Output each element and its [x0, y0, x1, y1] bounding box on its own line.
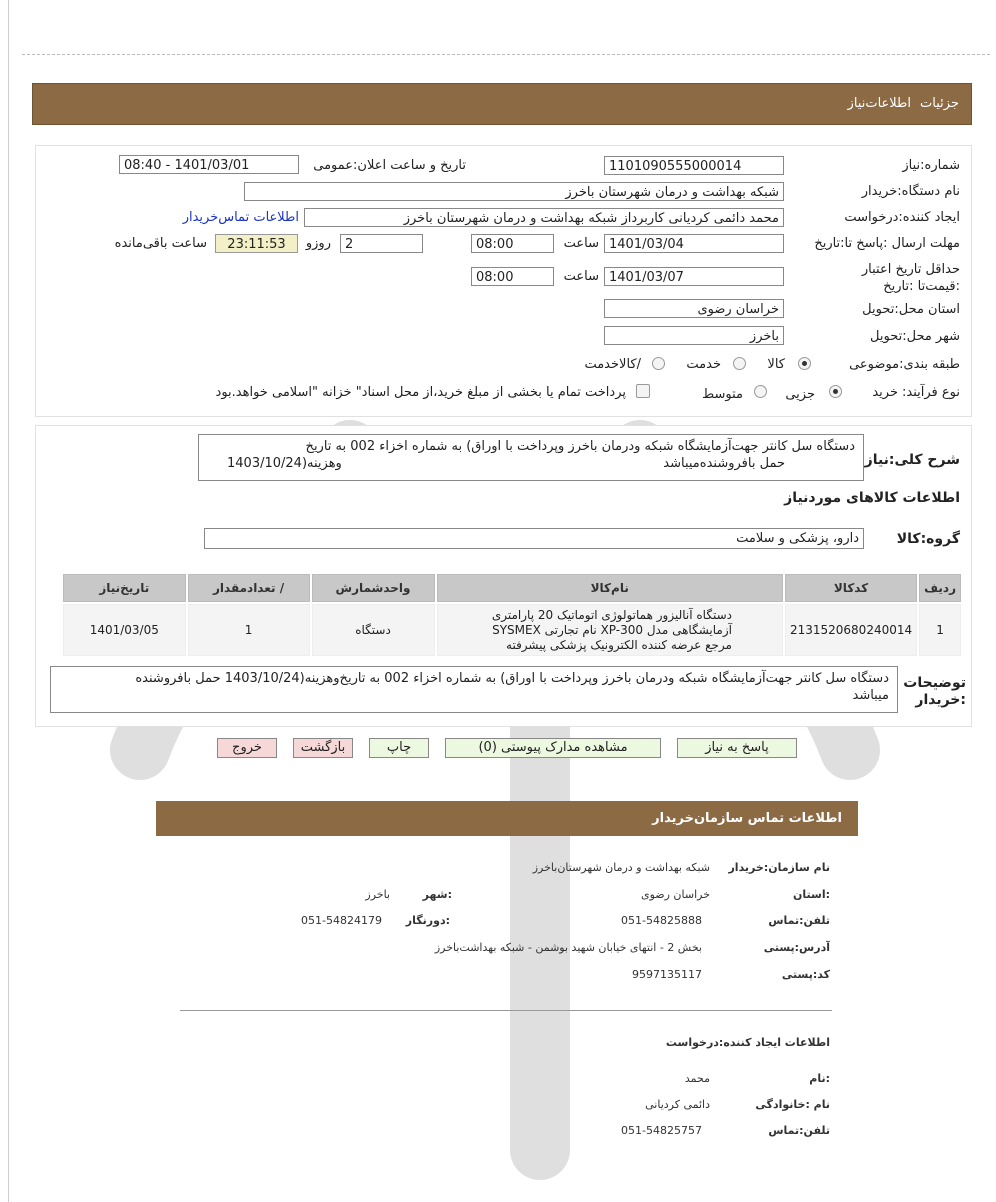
contact-address-label: آدرس:پستی [763, 941, 830, 954]
contact-province-label: :استان [793, 888, 830, 901]
back-button[interactable]: بازگشت [293, 738, 353, 758]
remaining-label: ساعت باقی‌مانده [114, 236, 207, 251]
goods-table [61, 572, 963, 658]
announce-label: تاریخ و ساعت اعلان:عمومی [313, 158, 466, 173]
need-number-label: شماره:نیاز [902, 158, 960, 173]
contact-province-value: خراسان رضوی [640, 888, 710, 901]
creator-family-value: دائمی کردیانی [645, 1098, 710, 1111]
cell-row: 1 [919, 604, 961, 656]
creator-label: ایجاد کننده:درخواست [844, 210, 960, 225]
contact-org-value: شبکه بهداشت و درمان شهرستان‌باخرز [532, 861, 710, 874]
city-field: باخرز [604, 326, 784, 345]
contact-org-label: نام سازمان:خریدار [728, 861, 830, 874]
goods-info-heading: اطلاعات کالاهای موردنیاز [784, 490, 960, 506]
goods-group-label: گروه:کالا [896, 531, 960, 547]
contact-city-label: :شهر [422, 888, 452, 901]
deadline-hour-label: ساعت [563, 236, 599, 251]
category-service-label: خدمت [686, 357, 721, 372]
buyer-org-label: نام دستگاه:خریدار [861, 184, 960, 199]
description-line2-right: حمل بافروشنده‌میباشد [663, 456, 785, 471]
deadline-label: مهلت ارسال :پاسخ تا:تاریخ [814, 236, 960, 251]
category-goods-label: کالا [767, 357, 785, 372]
cell-date: 1401/03/05 [63, 604, 186, 656]
days-label: روزو [305, 236, 331, 251]
breadcrumb-details[interactable]: جزئیات [920, 96, 959, 111]
buyer-org-field: شبکه بهداشت و درمان شهرستان باخرز [244, 182, 784, 201]
attachments-button[interactable]: مشاهده مدارک پیوستی (0) [445, 738, 661, 758]
creator-family-label: نام :خانوادگی [755, 1098, 830, 1111]
creator-name-value: محمد [684, 1072, 710, 1085]
th-qty: / تعدادمقدار [188, 574, 310, 602]
breadcrumb-need-info[interactable]: اطلاعات‌نیاز [847, 96, 911, 111]
th-code: کدکالا [785, 574, 917, 602]
buyer-notes-line1: دستگاه سل کانتر جهت‌آزمایشگاه شبکه ودرمان باخرز وپرداخت با اوراق) به شماره اخزاء 002 به تاریخ‌وهزینه(1403/10/24 حمل بافروشنده [135, 671, 889, 686]
cell-code: 2131520680240014 [785, 604, 917, 656]
goods-table-header [63, 574, 961, 602]
days-field: 2 [340, 234, 423, 253]
table-row[interactable] [63, 604, 961, 656]
contact-fax-label: :دورنگار [405, 914, 450, 927]
treasury-payment-note: پرداخت تمام یا بخشی از مبلغ خرید،از محل اسناد" خزانه "اسلامی خواهد.بود [215, 385, 626, 400]
buyer-contact-link[interactable]: اطلاعات تماس‌خریدار [182, 210, 299, 225]
announce-field: 1401/03/01 - 08:40 [119, 155, 299, 174]
need-number-field: 1101090555000014 [604, 156, 784, 175]
process-medium-label: متوسط [702, 387, 743, 402]
province-field: خراسان رضوی [604, 299, 784, 318]
province-label: استان محل:تحویل [862, 302, 960, 317]
page-left-border [8, 0, 9, 1202]
print-button[interactable]: چاپ [369, 738, 429, 758]
description-label: شرح کلی:نیاز [864, 452, 960, 468]
contact-header-bar [156, 801, 858, 836]
cell-name-line2: آزمایشگاهی مدل XP-300 نام تجارتی SYSMEX [492, 622, 732, 637]
creator-field: محمد دائمی کردیانی کاربرداز شبکه بهداشت و درمان شهرستان باخرز [304, 208, 784, 227]
process-label: نوع فرآیند: [902, 385, 960, 400]
process-buy-label: خرید [872, 385, 898, 400]
buyer-notes-line2: میباشد [852, 688, 889, 703]
description-line1: دستگاه سل کانتر جهت‌آزمایشگاه شبکه ودرمان باخرز وپرداخت با اوراق) به شماره اخزاء 002 به تاریخ [305, 439, 855, 454]
th-name: نام‌کالا [437, 574, 783, 602]
contact-postal-value: 9597135117 [632, 968, 702, 981]
contact-divider [180, 1010, 832, 1011]
category-both-radio[interactable] [652, 357, 665, 370]
buyer-notes-label1: توضیحات [903, 675, 966, 691]
buyer-notes-label2: :خریدار [915, 692, 966, 708]
th-unit: واحدشمارش [312, 574, 435, 602]
contact-postal-label: کد:پستی [781, 968, 830, 981]
contact-header: اطلاعات تماس سازمان‌خریدار [652, 811, 842, 826]
cell-name-line3: مرجع عرضه کننده الکترونیک پزشکی پیشرفته [506, 637, 732, 652]
exit-button[interactable]: خروج [217, 738, 277, 758]
remaining-time-field: 23:11:53 [215, 234, 298, 253]
validity-hour-label: ساعت [563, 269, 599, 284]
th-row: ردیف [919, 574, 961, 602]
cell-name [437, 604, 783, 656]
category-goods-radio[interactable] [798, 357, 811, 370]
category-service-radio[interactable] [733, 357, 746, 370]
process-partial-radio[interactable] [829, 385, 842, 398]
deadline-time-field: 08:00 [471, 234, 554, 253]
cell-qty: 1 [188, 604, 310, 656]
th-date: تاریخ‌نیاز [63, 574, 186, 602]
validity-date-field: 1401/03/07 [604, 267, 784, 286]
category-label: طبقه بندی:موضوعی [849, 357, 960, 372]
contact-city-value: باخرز [365, 888, 390, 901]
category-both-label: /کالاخدمت [584, 357, 641, 372]
contact-fax-value: 051-54824179 [301, 914, 382, 927]
buyer-notes-box [50, 666, 898, 713]
breadcrumb-bar [32, 83, 972, 125]
description-line2-left: وهزینه(1403/10/24 [227, 456, 342, 471]
creator-name-label: :نام [809, 1072, 830, 1085]
cell-unit: دستگاه [312, 604, 435, 656]
goods-group-field: دارو، پزشکی و سلامت [204, 528, 864, 549]
creator-phone-label: تلفن:تماس [768, 1124, 830, 1137]
cell-name-line1: دستگاه آنالیزور هماتولوژی اتوماتیک 20 پارامتری [491, 607, 732, 622]
process-partial-label: جزیی [785, 387, 815, 402]
validity-label: حداقل تاریخ اعتبار :قیمت‌تا :تاریخ [861, 262, 960, 294]
contact-phone-label: تلفن:تماس [768, 914, 830, 927]
treasury-payment-checkbox[interactable] [636, 384, 650, 398]
process-medium-radio[interactable] [754, 385, 767, 398]
creator-info-header: اطلاعات ایجاد کننده:درخواست [665, 1036, 830, 1049]
reply-button[interactable]: پاسخ به نیاز [677, 738, 797, 758]
description-box [198, 434, 864, 481]
contact-address-value: بخش 2 - انتهای خیابان شهید بوشمن - شبکه بهداشت‌باخرز [434, 941, 702, 954]
city-label: شهر محل:تحویل [870, 329, 960, 344]
contact-phone-value: 051-54825888 [621, 914, 702, 927]
validity-time-field: 08:00 [471, 267, 554, 286]
top-divider [22, 54, 990, 55]
creator-phone-value: 051-54825757 [621, 1124, 702, 1137]
deadline-date-field: 1401/03/04 [604, 234, 784, 253]
